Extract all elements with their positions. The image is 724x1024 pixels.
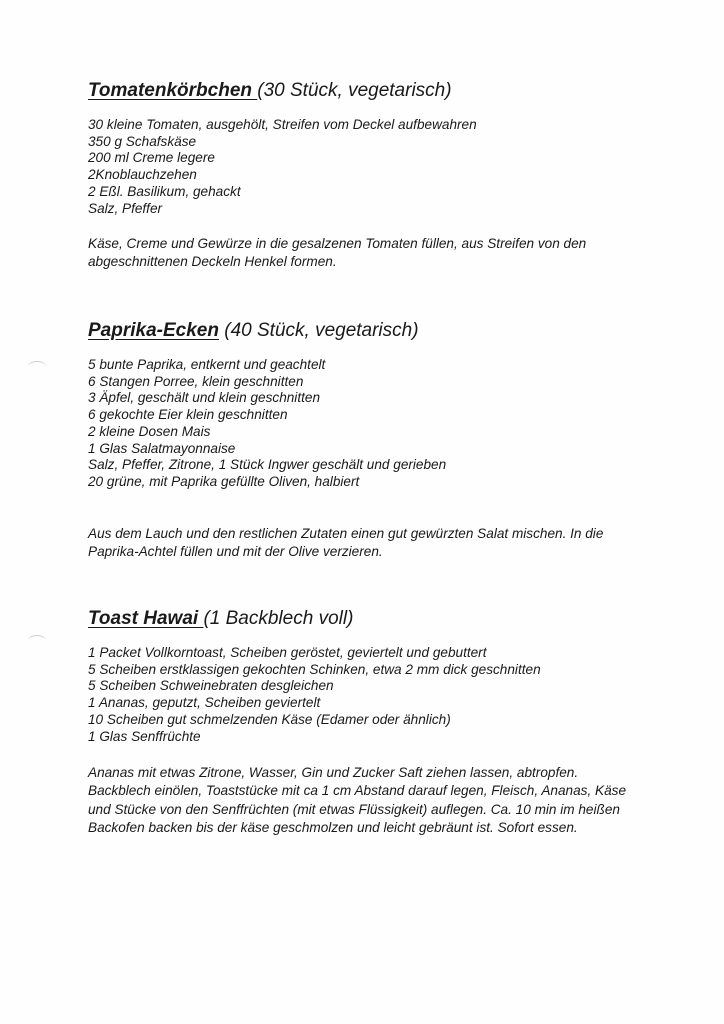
recipe-toast-hawai <box>88 607 688 837</box>
ingredient-list <box>88 357 688 491</box>
ingredient-item: 3 Äpfel, geschält und klein geschnitten <box>88 390 321 406</box>
ingredient-item: 1 Ananas, geputzt, Scheiben geviertelt <box>88 695 321 711</box>
recipe-paprika-ecken <box>88 319 688 561</box>
ingredient-item: 5 Scheiben Schweinebraten desgleichen <box>88 678 334 694</box>
ingredient-item: 1 Glas Salatmayonnaise <box>88 440 236 456</box>
ingredient-item: 2 kleine Dosen Mais <box>88 423 211 439</box>
recipe-instructions: Käse, Creme und Gewürze in die gesalzenen Tomaten füllen, aus Streifen von den abgeschnittenen Deckeln Henkel formen. <box>88 236 587 270</box>
ingredient-item: 10 Scheiben gut schmelzenden Käse (Edamer oder ähnlich) <box>88 711 451 727</box>
ingredient-item: 30 kleine Tomaten, ausgehölt, Streifen vom Deckel aufbewahren <box>88 117 477 132</box>
ingredient-item: 5 Scheiben erstklassigen gekochten Schinken, etwa 2 mm dick geschnitten <box>88 661 541 677</box>
ingredient-item: 1 Glas Senffrüchte <box>88 728 201 744</box>
ingredient-item: 6 gekochte Eier klein geschnitten <box>88 407 288 423</box>
recipe-yield: (1 Backblech voll) <box>203 608 354 629</box>
recipe-name: Toast Hawai <box>88 608 204 629</box>
ingredient-item: 5 bunte Paprika, entkernt und geachtelt <box>88 357 326 372</box>
ingredient-list <box>88 117 688 217</box>
recipe-title <box>88 607 688 631</box>
punch-hole-mark <box>28 361 46 372</box>
recipe-name: Tomatenkörbchen <box>88 80 258 101</box>
recipe-instructions: Ananas mit etwas Zitrone, Wasser, Gin und Zucker Saft ziehen lassen, abtropfen. Backblech einölen, Toaststücke mit ca 1 cm Abstand darauf legen, Fleisch, Ananas, Käse und Stücke von den Senffrüchten (mit etwas Flüssigkeit) auflegen. Ca. 10 min im heißen Backofen backen bis der käse geschmolzen und leicht gebräunt ist. Sofort essen. <box>88 765 627 835</box>
recipe-yield: (30 Stück, vegetarisch) <box>257 80 452 101</box>
ingredient-item: 200 ml Creme legere <box>88 150 215 166</box>
recipe-title <box>88 319 688 343</box>
ingredient-item: 2Knoblauchzehen <box>88 167 197 183</box>
ingredient-item: 6 Stangen Porree, klein geschnitten <box>88 373 304 389</box>
punch-hole-mark <box>28 635 46 646</box>
recipe-name: Paprika-Ecken <box>88 320 219 341</box>
ingredient-list <box>88 645 688 745</box>
ingredient-item: Salz, Pfeffer, Zitrone, 1 Stück Ingwer geschält und gerieben <box>88 457 447 473</box>
ingredient-item: 2 Eßl. Basilikum, gehackt <box>88 183 241 199</box>
recipe-title <box>88 79 688 103</box>
recipe-tomatenkoerbchen <box>88 79 688 272</box>
recipe-instructions: Aus dem Lauch und den restlichen Zutaten einen gut gewürzten Salat mischen. In die Paprika-Achtel füllen und mit der Olive verzieren. <box>88 525 604 559</box>
ingredient-item: 1 Packet Vollkorntoast, Scheiben geröstet, geviertelt und gebuttert <box>88 645 487 660</box>
ingredient-item: 350 g Schafskäse <box>88 133 197 149</box>
ingredient-item: 20 grüne, mit Paprika gefüllte Oliven, halbiert <box>88 473 360 489</box>
ingredient-item: Salz, Pfeffer <box>88 200 163 216</box>
recipe-yield: (40 Stück, vegetarisch) <box>218 320 419 341</box>
